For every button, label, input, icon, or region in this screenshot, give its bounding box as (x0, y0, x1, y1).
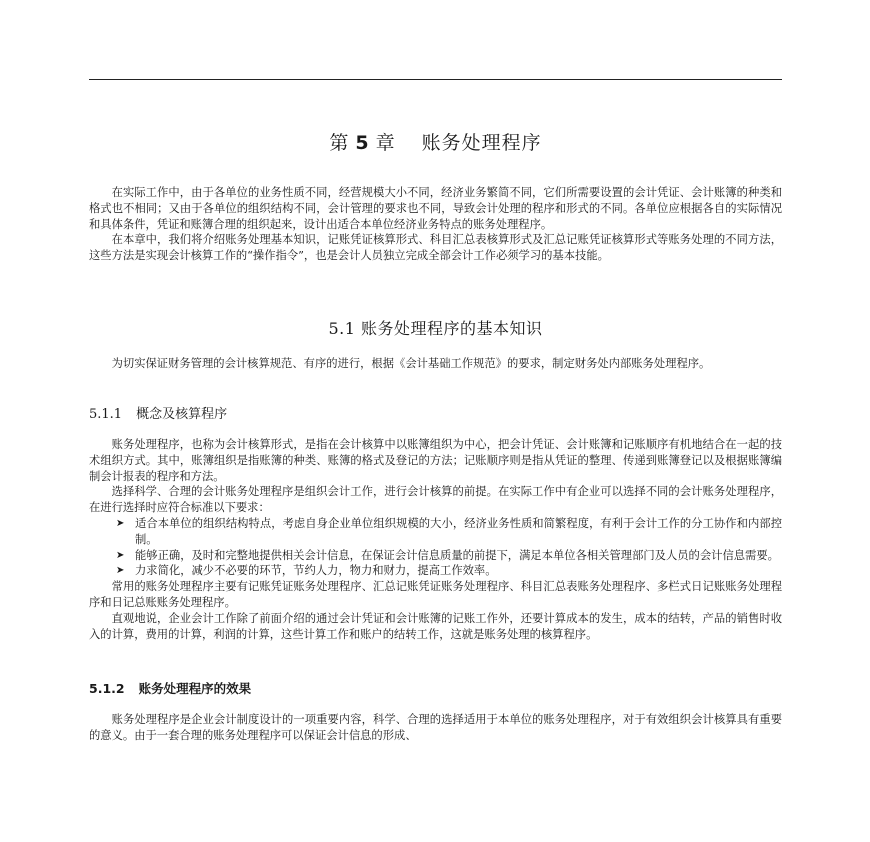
subsection-2-title (89, 679, 251, 697)
chapter-title (89, 128, 782, 155)
subsection-2-name: 账务处理程序的效果 (138, 681, 252, 696)
chapter-unit: 章 (375, 132, 396, 154)
arrow-bullet-icon: ➤ (116, 517, 125, 529)
requirements-list (89, 516, 782, 579)
subsection-1-paragraph-4: 直观地说，企业会计工作除了前面介绍的通过会计凭证和会计账簿的记账工作外，还要计算成本的发生，成本的结转，产品的销售时收入的计算，费用的计算，利润的计算，这些计算工作和账户的结转工作，这就是账务处理的核算程序。 (89, 611, 782, 641)
chapter-number: 5 (355, 132, 370, 154)
subsection-1-name: 概念及核算程序 (136, 407, 228, 422)
subsection-2-paragraph: 账务处理程序是企业会计制度设计的一项重要内容，科学、合理的选择适用于本单位的账务处理程序，对于有效组织会计核算具有重要的意义。由于一套合理的账务处理程序可以保证会计信息的形成、 (89, 713, 782, 742)
intro-paragraph-1: 在实际工作中，由于各单位的业务性质不同，经营规模大小不同，经济业务繁简不同，它们所需要设置的会计凭证、会计账簿的种类和格式也不相同；又由于各单位的组织结构不同，会计管理的要求也不同，导致会计处理的程序和形式的不同。各单位应根据各自的实际情况和具体条件，凭证和账簿合理的组织起来，设计出适合本单位经济业务特点的账务处理程序。 (89, 186, 782, 231)
section-intro-block (89, 356, 782, 372)
arrow-bullet-icon: ➤ (116, 565, 125, 577)
subsection-1-number: 5.1.1 (89, 407, 123, 422)
subsection-2-number: 5.1.2 (89, 681, 125, 696)
subsection-2-body (89, 712, 782, 744)
chapter-name: 账务处理程序 (421, 132, 542, 154)
intro-block (89, 185, 782, 264)
subsection-1-paragraph-1: 账务处理程序，也称为会计核算形式，是指在会计核算中以账簿组织为中心，把会计凭证、会计账簿和记账顺序有机地结合在一起的技术组织方式。其中，账簿组织是指账簿的种类、账簿的格式及登记的方法；记账顺序则是指从凭证的整理、传递到账簿登记以及根据账簿编制会计报表的程序和方法。 (89, 438, 782, 483)
chapter-label: 第 (329, 132, 350, 154)
subsection-1-body (89, 437, 782, 642)
arrow-bullet-icon: ➤ (116, 549, 125, 561)
subsection-1-paragraph-3: 常用的账务处理程序主要有记账凭证账务处理程序、汇总记账凭证账务处理程序、科目汇总表账务处理程序、多栏式日记账账务处理程序和日记总账账务处理程序。 (89, 580, 782, 609)
section-paragraph: 为切实保证财务管理的会计核算规范、有序的进行，根据《会计基础工作规范》的要求，制定财务处内部账务处理程序。 (111, 357, 711, 370)
intro-paragraph-2: 在本章中，我们将介绍账务处理基本知识，记账凭证核算形式、科目汇总表核算形式及汇总记账凭证核算形式等账务处理的不同方法，这些方法是实现会计核算工作的“操作指令”，也是会计人员独立完成全部会计工作必须学习的基本技能。 (89, 233, 782, 263)
list-item: ➤ 能够正确，及时和完整地提供相关会计信息，在保证会计信息质量的前提下，满足本单位各相关管理部门及人员的会计信息需要。 (116, 548, 779, 562)
section-title: 5.1 账务处理程序的基本知识 (328, 319, 543, 338)
subsection-1-title (89, 403, 227, 422)
list-item: ➤ 适合本单位的组织结构特点，考虑自身企业单位组织规模的大小，经济业务性质和简繁程度，有利于会计工作的分工协作和内部控制。 (116, 516, 782, 546)
list-item: ➤ 力求简化，减少不必要的环节，节约人力，物力和财力，提高工作效率。 (116, 564, 497, 578)
subsection-1-paragraph-2: 选择科学、合理的会计账务处理程序是组织会计工作，进行会计核算的前提。在实际工作中有企业可以选择不同的会计账务处理程序，在进行选择时应符合标准以下要求： (89, 485, 782, 515)
header-rule (89, 79, 782, 80)
